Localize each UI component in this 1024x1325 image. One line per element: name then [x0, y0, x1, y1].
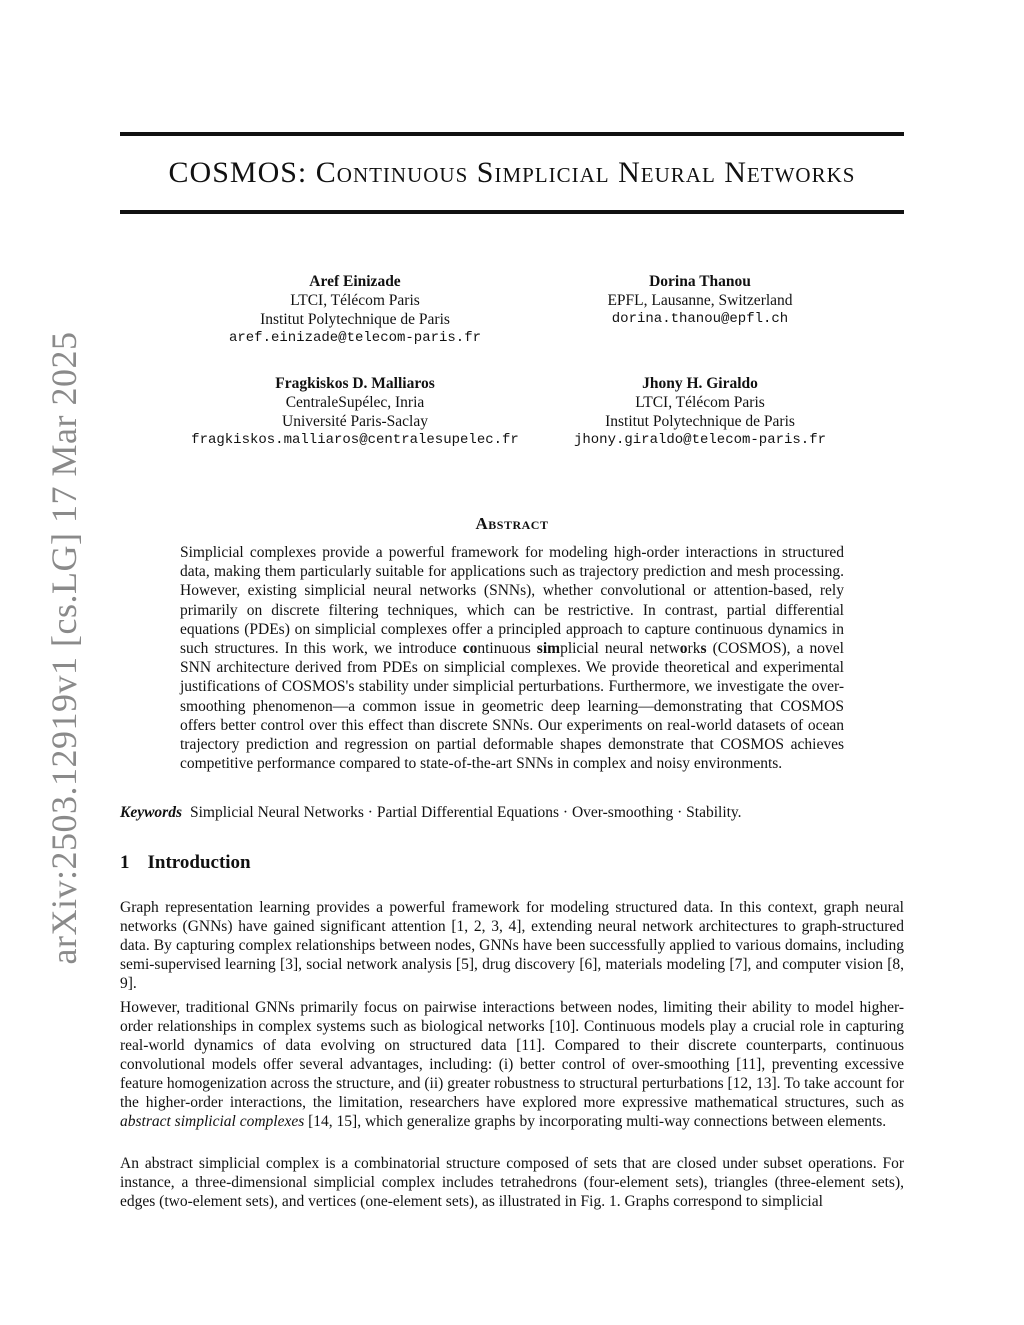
- abstract-part-2: (COSMOS), a novel SNN architecture derived from PDEs on simplicial complexes. We provide theoretical and experimental justifications of COSMOS's stability under simplicial perturbations. Furthermore, we investigate the over-smoothing phenomenon—a common issue in geometric deep learning—demonstrating that COSMOS offers better control over this effect than discrete SNNs. Our experiments on real-world datasets of ocean trajectory prediction and regression on partial deformable shapes demonstrate that COSMOS achieves competitive performance compared to state-of-the-art SNNs in complex and noisy environments.: [180, 640, 844, 773]
- author-name: Jhony H. Giraldo: [642, 375, 758, 392]
- author-email[interactable]: aref.einizade@telecom-paris.fr: [228, 330, 482, 346]
- author-block-malliaros: [120, 374, 590, 450]
- paper-title: COSMOS: Continuous Simplicial Neural Networks: [168, 156, 856, 189]
- author-affiliation: LTCI, Télécom Paris: [635, 394, 765, 411]
- intro-paragraph-2: [120, 998, 904, 1131]
- intro-paragraph-3: An abstract simplicial complex is a combinatorial structure composed of sets that are closed under subset operations. For instance, a three-dimensional simplicial complex includes tetrahedrons (four-element sets), triangles (three-element sets), edges (two-element sets), and vertices (one-element sets), as illustrated in Fig. 1. Graphs correspond to simplicial: [120, 1155, 904, 1210]
- intro-paragraph-1: Graph representation learning provides a powerful framework for modeling structured data. In this context, graph neural networks (GNNs) have gained significant attention [1, 2, 3, 4], extending neural network architectures to graph-structured data. By capturing complex relationships between nodes, GNNs have been successfully applied to various domains, including semi-supervised learning [3], social network analysis [5], drug discovery [6], materials modeling [7], and computer vision [8, 9].: [120, 899, 904, 992]
- acronym-filler: plicial neural netw: [560, 640, 680, 658]
- section-number: 1: [120, 852, 130, 873]
- abstract-part-1: Simplicial complexes provide a powerful framework for modeling high-order interactions in structured data, making them particularly suitable for applications such as trajectory prediction and mesh processing. However, existing simplicial neural networks (SNNs), whether convolutional or attention-based, rely primarily on discrete filtering techniques, which can be restrictive. In contrast, partial differential equations (PDEs) on simplicial complexes offer a principled approach to capture continuous dynamics in such structures. In this work, we introduce: [180, 544, 844, 658]
- acronym-filler: ntinuous: [477, 640, 537, 658]
- paragraph-text: [14, 15], which generalize graphs by incorporating multi-way connections between elements.: [304, 1113, 887, 1130]
- author-block-thanou: [560, 272, 840, 329]
- author-affiliation: Université Paris-Saclay: [282, 413, 428, 430]
- author-affiliation: Institut Polytechnique de Paris: [605, 413, 795, 430]
- keywords-line: [120, 803, 904, 822]
- acronym-letters: m: [547, 640, 561, 658]
- author-block-einizade: [120, 272, 590, 348]
- title-top-rule: [120, 132, 904, 136]
- author-email[interactable]: fragkiskos.malliaros@centralesupelec.fr: [191, 432, 519, 448]
- abstract-heading: Abstract: [475, 514, 549, 533]
- author-affiliation: EPFL, Lausanne, Switzerland: [607, 292, 793, 309]
- acronym-letters: o: [679, 640, 688, 658]
- keywords-text: Simplicial Neural Networks · Partial Differential Equations · Over-smoothing · Stability.: [190, 804, 742, 821]
- section-heading-introduction: [120, 852, 251, 874]
- abstract-text: [180, 543, 844, 773]
- author-affiliation: CentraleSupélec, Inria: [285, 394, 425, 411]
- author-affiliation: Institut Polytechnique de Paris: [260, 311, 450, 328]
- title-bottom-rule: [120, 210, 904, 214]
- italic-term: abstract simplicial complexes: [120, 1113, 305, 1130]
- author-affiliation: LTCI, Télécom Paris: [290, 292, 420, 309]
- author-block-giraldo: [560, 374, 840, 450]
- section-title: Introduction: [147, 852, 251, 873]
- author-email[interactable]: jhony.giraldo@telecom-paris.fr: [573, 432, 827, 448]
- acronym-letters: co: [462, 640, 478, 658]
- author-name: Fragkiskos D. Malliaros: [275, 375, 435, 392]
- acronym-letters: si: [536, 640, 548, 658]
- keywords-label: Keywords: [120, 804, 182, 821]
- arxiv-side-stamp: arXiv:2503.12919v1 [cs.LG] 17 Mar 2025: [44, 331, 84, 965]
- acronym-filler: rk: [687, 640, 701, 658]
- author-name: Aref Einizade: [309, 273, 401, 290]
- author-name: Dorina Thanou: [649, 273, 751, 290]
- author-email[interactable]: dorina.thanou@epfl.ch: [611, 311, 789, 327]
- acronym-letters: s: [700, 640, 707, 658]
- paragraph-text: However, traditional GNNs primarily focus on pairwise interactions between nodes, limiting their ability to model higher-order relationships in complex systems such as biological networks [10]. Continuous models play a crucial role in capturing real-world dynamics of data evolving on structured data [11]. Compared to their discrete counterparts, continuous convolutional models offer several advantages, including: (i) better control of over-smoothing [11], preventing excessive feature homogenization across the structure, and (ii) greater robustness to structural perturbations [12, 13]. To take account for the higher-order interactions, the limitation, researchers have explored more expressive mathematical structures, such as: [120, 999, 904, 1111]
